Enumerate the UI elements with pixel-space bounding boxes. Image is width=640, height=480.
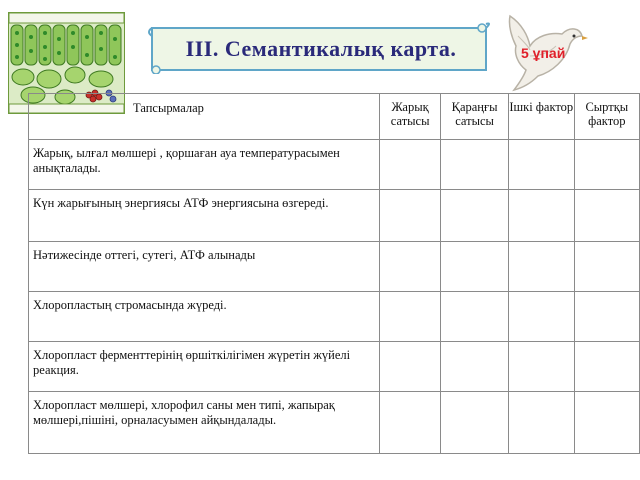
answer-cell[interactable] bbox=[441, 292, 509, 342]
task-cell: Жарық, ылғал мөлшері , қоршаған ауа температурасымен анықталады. bbox=[29, 140, 380, 190]
task-cell: Күн жарығының энергиясы АТФ энергиясына өзгереді. bbox=[29, 190, 380, 242]
answer-cell[interactable] bbox=[379, 392, 440, 454]
answer-cell[interactable] bbox=[379, 342, 440, 392]
semantic-map-table bbox=[28, 93, 640, 454]
task-cell: Хлоропласт мөлшері, хлорофил саны мен типі, жапырақ мөлшері,пішіні, орналасуымен айқындалады. bbox=[29, 392, 380, 454]
answer-cell[interactable] bbox=[441, 392, 509, 454]
table-header-row bbox=[29, 94, 640, 140]
task-cell: Хлоропластың стромасында жүреді. bbox=[29, 292, 380, 342]
answer-cell[interactable] bbox=[508, 342, 574, 392]
answer-cell[interactable] bbox=[574, 140, 639, 190]
task-cell: Хлоропласт ферменттерінің өршіткілігімен жүретін жүйелі реакция. bbox=[29, 342, 380, 392]
answer-cell[interactable] bbox=[379, 140, 440, 190]
answer-cell[interactable] bbox=[379, 190, 440, 242]
answer-cell[interactable] bbox=[379, 242, 440, 292]
answer-cell[interactable] bbox=[441, 190, 509, 242]
header-internal-factor: Ішкі фактор bbox=[508, 94, 574, 140]
answer-cell[interactable] bbox=[508, 292, 574, 342]
answer-cell[interactable] bbox=[508, 392, 574, 454]
table-row bbox=[29, 292, 640, 342]
header-dark-stage: Қараңғы сатысы bbox=[441, 94, 509, 140]
table-row bbox=[29, 140, 640, 190]
answer-cell[interactable] bbox=[441, 342, 509, 392]
answer-cell[interactable] bbox=[441, 140, 509, 190]
table-row bbox=[29, 190, 640, 242]
answer-cell[interactable] bbox=[574, 190, 639, 242]
answer-cell[interactable] bbox=[379, 292, 440, 342]
answer-cell[interactable] bbox=[508, 190, 574, 242]
answer-cell[interactable] bbox=[574, 392, 639, 454]
table-row bbox=[29, 242, 640, 292]
table-row bbox=[29, 392, 640, 454]
answer-cell[interactable] bbox=[441, 242, 509, 292]
task-cell: Нәтижесінде оттегі, сутегі, АТФ алынады bbox=[29, 242, 380, 292]
answer-cell[interactable] bbox=[574, 242, 639, 292]
page-title: ІІІ. Семантикалық карта. bbox=[185, 36, 457, 61]
answer-cell[interactable] bbox=[574, 292, 639, 342]
points-label: 5 ұпай bbox=[521, 45, 566, 61]
table-row bbox=[29, 342, 640, 392]
answer-cell[interactable] bbox=[508, 140, 574, 190]
answer-cell[interactable] bbox=[574, 342, 639, 392]
header-light-stage: Жарық сатысы bbox=[379, 94, 440, 140]
header-tasks: Тапсырмалар bbox=[29, 94, 380, 140]
header-external-factor: Сыртқы фактор bbox=[574, 94, 639, 140]
answer-cell[interactable] bbox=[508, 242, 574, 292]
